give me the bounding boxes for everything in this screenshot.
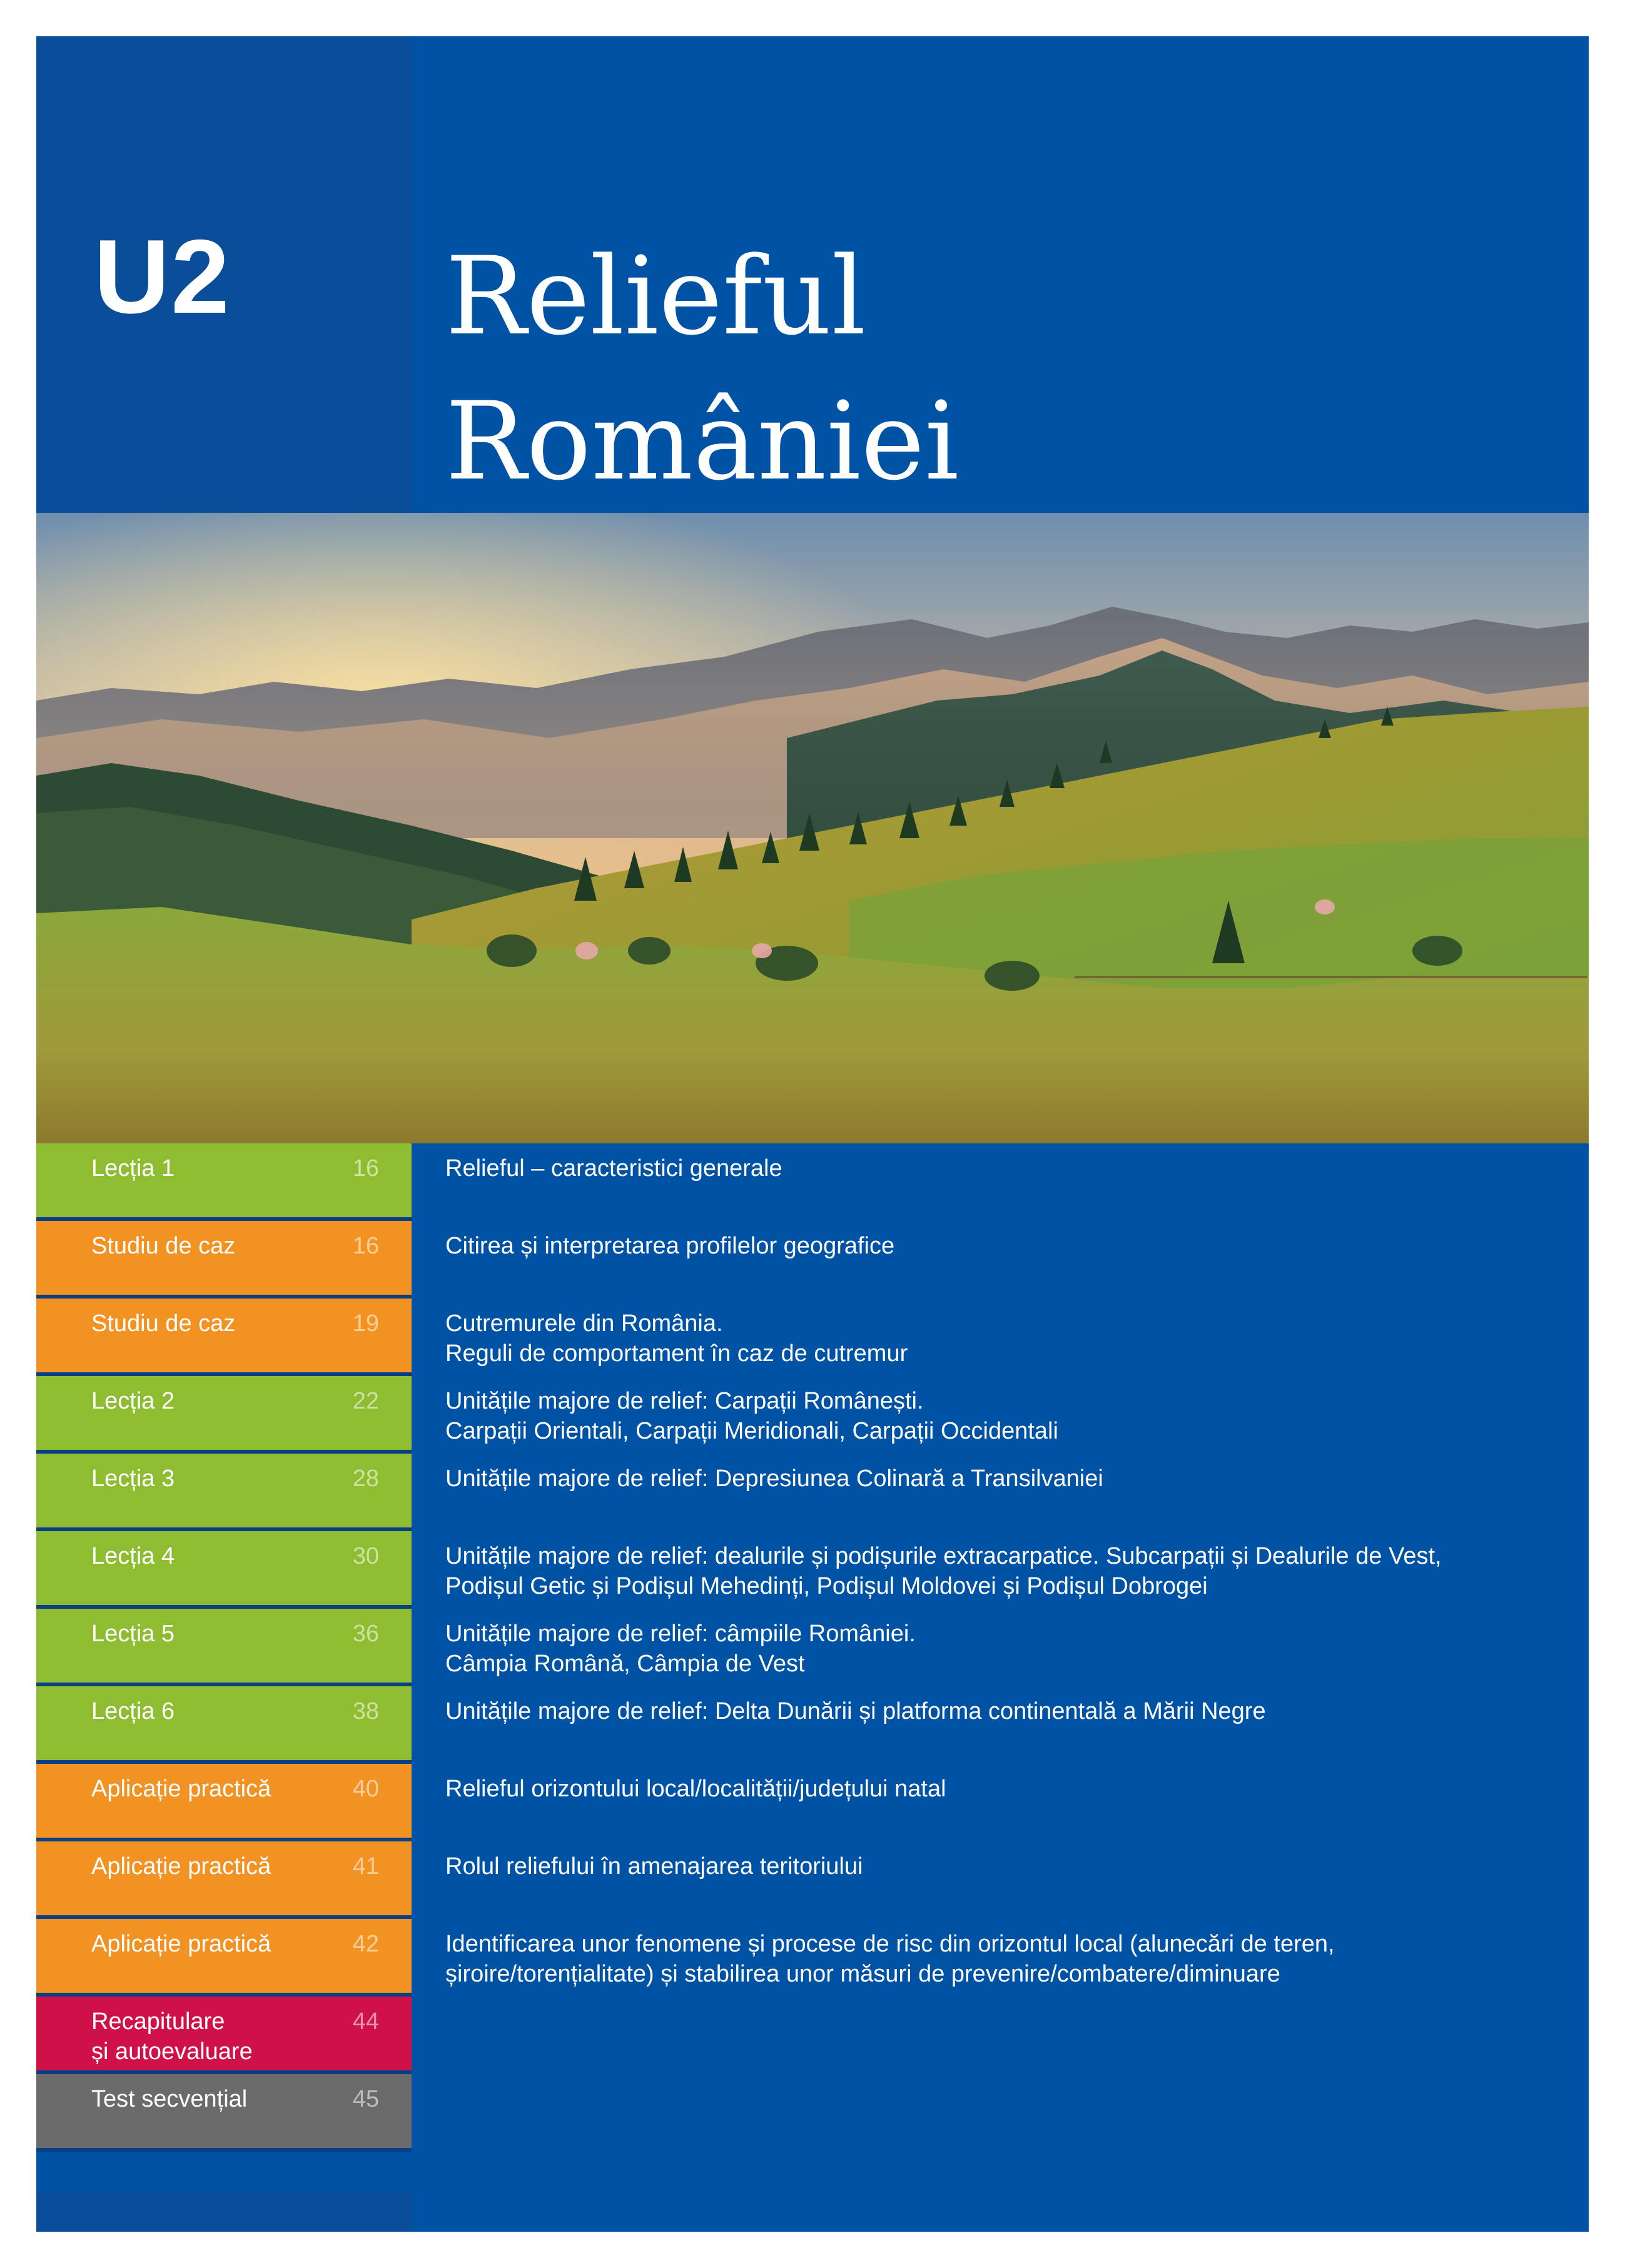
toc-label-cell — [36, 1609, 412, 1686]
toc-page-number: 40 — [352, 1776, 379, 1802]
toc-page-number: 38 — [352, 1698, 379, 1724]
toc-page-number: 30 — [352, 1543, 379, 1569]
toc-row — [36, 1997, 1589, 2074]
toc-label: Aplicație practică — [91, 1853, 271, 1880]
toc-description-line: Identificarea unor fenomene și procese de risc din orizontul local (alunecări de teren, — [445, 1931, 1335, 1957]
toc-label: Aplicație practică — [91, 1776, 271, 1802]
toc-label: Lecția 6 — [91, 1698, 175, 1724]
toc-description-line: Podișul Getic și Podișul Mehedinți, Podișul Moldovei și Podișul Dobrogei — [445, 1573, 1208, 1599]
toc-label: Studiu de caz — [91, 1233, 236, 1259]
toc-description-line: Unitățile majore de relief: Depresiunea Colinară a Transilvaniei — [445, 1466, 1103, 1492]
toc-label-cell — [36, 1764, 412, 1841]
toc-label-cell — [36, 1841, 412, 1919]
toc-description — [445, 1696, 1559, 1726]
toc-label-cell — [36, 1221, 412, 1299]
toc-description — [445, 1309, 1559, 1369]
toc-description — [445, 1619, 1559, 1679]
toc-description-line: Unitățile majore de relief: dealurile și podișurile extracarpatice. Subcarpații și Dealurile de Vest, — [445, 1543, 1442, 1569]
toc-row — [36, 1764, 1589, 1841]
toc-label: Aplicație practică — [91, 1931, 271, 1957]
toc-description-line: Cutremurele din România. — [445, 1310, 723, 1337]
toc-page-number: 22 — [352, 1388, 379, 1414]
toc-label-cell — [36, 1531, 412, 1609]
toc-page-number: 36 — [352, 1621, 379, 1647]
toc-description — [445, 1464, 1559, 1494]
toc-description — [445, 1231, 1559, 1261]
toc-label: Test secvențial — [91, 2086, 248, 2112]
left-column-footer — [36, 2193, 412, 2232]
toc-page-number: 45 — [352, 2086, 379, 2112]
toc-page-number: 19 — [352, 1310, 379, 1337]
toc-page-number: 16 — [352, 1233, 379, 1259]
toc-description-line: Unitățile majore de relief: câmpiile României. — [445, 1621, 916, 1647]
toc-description — [445, 1929, 1559, 1989]
unit-page — [36, 36, 1589, 2232]
toc-row — [36, 1143, 1589, 1221]
page-title — [445, 224, 959, 514]
toc-label-cell — [36, 1299, 412, 1376]
table-of-contents — [36, 1143, 1589, 2152]
toc-label-cell — [36, 1686, 412, 1764]
toc-description-line: Relieful – caracteristici generale — [445, 1155, 782, 1182]
toc-label: Lecția 1 — [91, 1155, 175, 1182]
toc-page-number: 41 — [352, 1853, 379, 1880]
toc-row — [36, 1686, 1589, 1764]
toc-label-cell — [36, 1143, 412, 1221]
toc-label: Lecția 3 — [91, 1466, 175, 1492]
landscape-photo — [36, 513, 1589, 1143]
toc-label: Lecția 5 — [91, 1621, 175, 1647]
toc-description-line: șiroire/torențialitate) și stabilirea unor măsuri de prevenire/combatere/diminuare — [445, 1961, 1280, 1987]
toc-row — [36, 1376, 1589, 1454]
toc-label: Lecția 2 — [91, 1388, 175, 1414]
toc-row — [36, 1609, 1589, 1686]
toc-description-line: Reguli de comportament în caz de cutremur — [445, 1340, 908, 1367]
toc-label-cell — [36, 1376, 412, 1454]
toc-page-number: 28 — [352, 1466, 379, 1492]
toc-row — [36, 2074, 1589, 2152]
toc-description — [445, 1153, 1559, 1183]
unit-code: U2 — [94, 218, 231, 335]
toc-description-line: Unitățile majore de relief: Carpații Românești. — [445, 1388, 924, 1414]
toc-description — [445, 1774, 1559, 1804]
toc-description — [445, 1541, 1559, 1601]
toc-description-line: Rolul reliefului în amenajarea teritoriului — [445, 1853, 863, 1880]
toc-description-line: Citirea și interpretarea profilelor geografice — [445, 1233, 895, 1259]
unit-code-panel — [36, 36, 412, 513]
toc-row — [36, 1454, 1589, 1531]
toc-page-number: 44 — [352, 2008, 379, 2035]
toc-label-cell — [36, 2074, 412, 2152]
title-line-2: României — [445, 378, 959, 504]
toc-row — [36, 1841, 1589, 1919]
toc-row — [36, 1531, 1589, 1609]
toc-label: Lecția 4 — [91, 1543, 175, 1569]
title-line-1: Relieful — [445, 233, 866, 359]
toc-page-number: 16 — [352, 1155, 379, 1182]
toc-description-line: Unitățile majore de relief: Delta Dunării și platforma continentală a Mării Negre — [445, 1698, 1266, 1724]
toc-description-line: Câmpia Română, Câmpia de Vest — [445, 1651, 805, 1677]
toc-row — [36, 1221, 1589, 1299]
toc-description — [445, 1386, 1559, 1446]
toc-row — [36, 1919, 1589, 1997]
toc-label-cell — [36, 1454, 412, 1531]
toc-label: Recapitulare și autoevaluare — [91, 2008, 253, 2065]
toc-description — [445, 1851, 1559, 1881]
toc-row — [36, 1299, 1589, 1376]
toc-label: Studiu de caz — [91, 1310, 236, 1337]
toc-label-cell — [36, 1997, 412, 2074]
toc-page-number: 42 — [352, 1931, 379, 1957]
toc-label-cell — [36, 1919, 412, 1997]
toc-description-line: Carpații Orientali, Carpații Meridionali, Carpații Occidentali — [445, 1418, 1058, 1444]
toc-description-line: Relieful orizontului local/localității/județului natal — [445, 1776, 946, 1802]
